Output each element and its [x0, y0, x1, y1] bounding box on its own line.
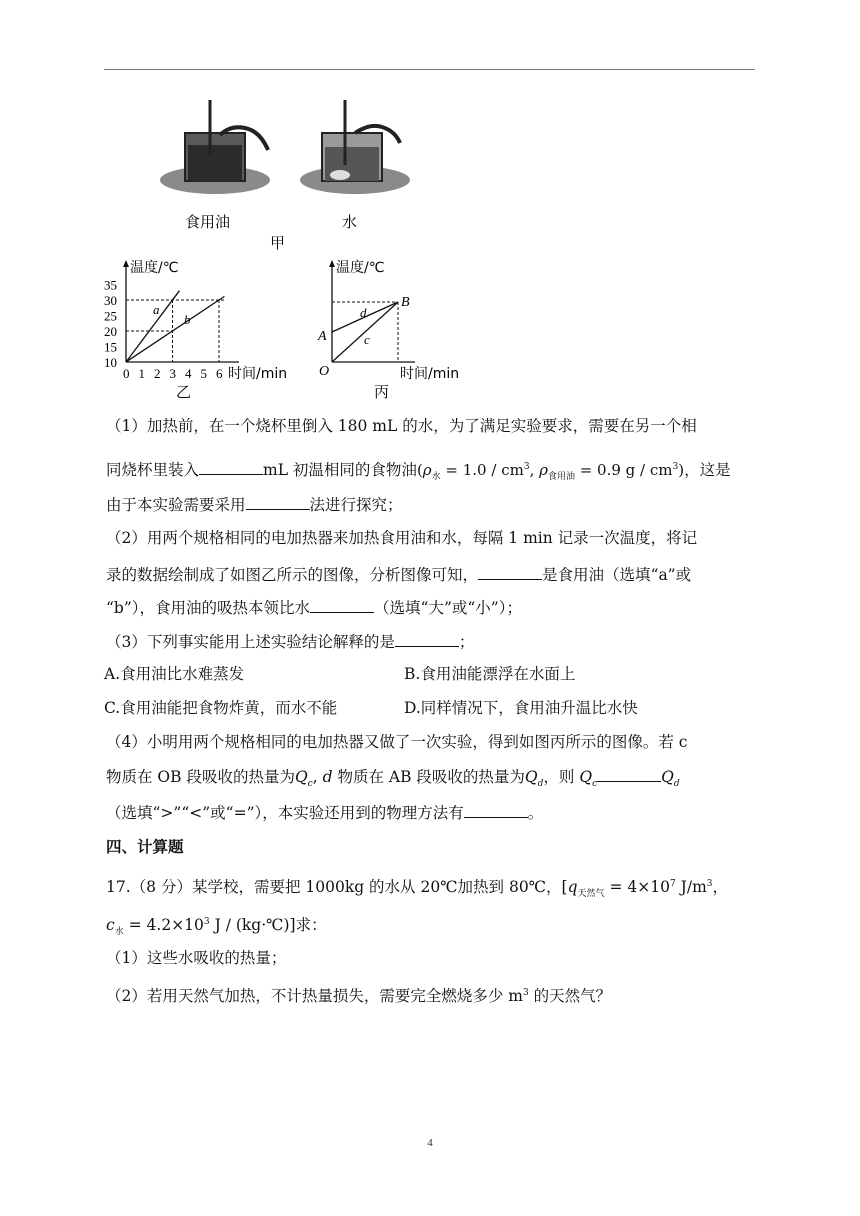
q16-part2-line1: （2）用两个规格相同的电加热器来加热食用油和水，每隔 1 min 记录一次温度，将记	[106, 529, 698, 547]
bing-line-d-label: d	[360, 305, 367, 320]
figure-jia-beakers	[150, 95, 450, 255]
q16-blank-method[interactable]	[246, 493, 310, 510]
bing-origin-label: O	[319, 364, 330, 379]
q17-water-formula: $c_水 = 4.2\times 10^3$ J / (kg·℃)	[106, 916, 290, 938]
q17-text-a: 17.（8 分）某学校，需要把 1000kg 的水从 20℃加热到 80℃，[	[106, 878, 568, 897]
symbol-qd: Q	[524, 768, 538, 786]
yi-line-b-label: b	[184, 312, 191, 327]
q16-part1-text-d: 由于本实验需要采用	[106, 496, 246, 514]
q16-part2-line3	[106, 596, 522, 619]
yi-x-tick-0: 0	[123, 366, 130, 381]
q16-part1-text-c: ，这是	[684, 461, 731, 479]
yi-y-tick-15: 15	[104, 339, 117, 355]
option-a[interactable]: A.食用油比水难蒸发	[104, 665, 245, 683]
yi-x-label: 时间/min	[228, 366, 288, 382]
beaker-right-label: 水	[342, 213, 358, 231]
yi-y-tick-30: 30	[104, 293, 117, 308]
bing-caption: 丙	[374, 383, 390, 400]
q16-part2-text-a: 录的数据绘制成了如图乙所示的图像，分析图像可知，	[106, 566, 479, 584]
q16-part1-text-b: mL 初温相同的食物油	[263, 461, 417, 479]
q16-part4-text-e: 。	[527, 804, 544, 822]
yi-line-a-label: a	[153, 302, 160, 317]
yi-x-tick-4: 4	[185, 366, 192, 381]
q17-sub2-text-a: （2）若用天然气加热，不计热量损失，需要完全燃烧多少	[106, 987, 504, 1006]
q16-part1-line1: （1）加热前，在一个烧杯里倒入 180 mL 的水，为了满足实验要求，需要在另一个相	[106, 417, 697, 435]
q16-blank-compare[interactable]	[310, 596, 374, 613]
header-rule	[104, 69, 755, 70]
q16-blank-q-compare[interactable]	[597, 765, 661, 782]
q17-line2	[106, 911, 327, 943]
page-number: 4	[427, 1137, 433, 1149]
q16-part4-text-b: 物质在 AB 段吸收的热量为	[337, 768, 525, 786]
q16-part4-text-d: （选填“>”“<”或“=”），本实验还用到的物理方法有	[106, 804, 464, 822]
q17-line1: 17.（8 分）某学校，需要把 1000kg 的水从 20℃加热到 80℃，[$q_{天然气} = 4\times 10^7$ $J/m^3$，	[106, 878, 729, 900]
q16-part1-text-a: 同烧杯里装入	[106, 461, 200, 479]
q17-sub2-text-b: 的天然气？	[533, 987, 612, 1006]
chart-yi	[104, 258, 304, 400]
yi-x-tick-6: 6	[216, 366, 223, 381]
option-b[interactable]: B.食用油能漂浮在水面上	[404, 665, 576, 683]
q16-part3-text-a: （3）下列事实能用上述实验结论解释的是	[106, 633, 395, 651]
q16-part2-text-b: 是食用油（选填“a”或	[542, 566, 692, 584]
symbol-qc: Q	[294, 768, 308, 786]
bing-y-label: 温度/℃	[336, 260, 385, 276]
q16-part3-line1	[106, 630, 474, 653]
q16-part2-text-c: “b”），食用油的吸热本领比水	[106, 599, 311, 617]
q16-part1-line2	[106, 456, 731, 488]
option-d[interactable]: D.同样情况下，食用油升温比水快	[404, 699, 638, 717]
bing-y-arrow	[329, 260, 335, 267]
bing-x-label: 时间/min	[400, 366, 460, 382]
yi-y-tick-10: 10	[104, 355, 117, 370]
bing-point-a-label: A	[318, 329, 327, 344]
yi-y-label: 温度/℃	[130, 260, 179, 276]
q16-part4-text-a: 物质在 OB 段吸收的热量为	[106, 768, 295, 786]
q16-part4-line2: 物质在 OB 段吸收的热量为$Q_c$, d 物质在 AB 段吸收的热量为$Q_d$，则 $Q_c$ $Q_d$	[106, 765, 680, 795]
yi-y-tick-20: 20	[104, 324, 117, 339]
yi-x-tick-2: 2	[154, 366, 161, 381]
q16-part3-text-b: ；	[458, 633, 475, 651]
yi-x-tick-1: 1	[138, 366, 145, 381]
yi-y-tick-25: 25	[104, 308, 117, 324]
q16-blank-oil-volume[interactable]	[199, 458, 263, 475]
yi-x-tick-5: 5	[200, 366, 207, 381]
yi-x-tick-3: 3	[169, 366, 176, 381]
yi-y-arrow	[123, 260, 129, 267]
q16-part2-line2	[106, 563, 691, 586]
density-formula: ($\rho_水 = 1.0 / cm^3$, $\rho_{食用油} = 0.9$ g / $cm^3$)	[416, 461, 685, 482]
q16-blank-other-method[interactable]	[464, 801, 528, 818]
q16-blank-which-oil[interactable]	[478, 563, 542, 580]
q16-part1-line3	[106, 493, 403, 516]
bing-line-c-label: c	[364, 332, 370, 347]
yi-line-b	[126, 296, 224, 362]
option-c[interactable]: C.食用油能把食物炸黄，而水不能	[104, 699, 338, 717]
section-title: 四、计算题	[106, 837, 184, 856]
q17-text-b: ]求：	[289, 916, 327, 935]
q17-gas-formula: $q_{天然气} = 4\times 10^7$ $J/m^3$	[567, 878, 713, 900]
yi-caption: 乙	[176, 383, 192, 400]
beaker-left-label: 食用油	[185, 213, 231, 231]
yi-y-tick-35: 35	[104, 277, 117, 293]
q16-blank-fact[interactable]	[395, 630, 459, 647]
chart-bing	[310, 258, 470, 400]
q16-part1-text-e: 法进行探究；	[309, 496, 403, 514]
q17-sub2: （2）若用天然气加热，不计热量损失，需要完全燃烧多少 $m^3$ 的天然气？	[106, 987, 612, 1006]
figure-jia-caption: 甲	[270, 234, 286, 252]
q16-part2-text-d: （选填“大”或“小”）；	[374, 599, 522, 617]
q16-part4-line1: （4）小明用两个规格相同的电加热器又做了一次实验，得到如图丙所示的图像。若 c	[106, 733, 688, 751]
bing-point-b-label: B	[401, 295, 410, 310]
q17-sub1: （1）这些水吸收的热量；	[106, 949, 287, 967]
q16-part4-line3	[106, 801, 543, 824]
q16-part4-text-c: ，则	[543, 768, 575, 786]
